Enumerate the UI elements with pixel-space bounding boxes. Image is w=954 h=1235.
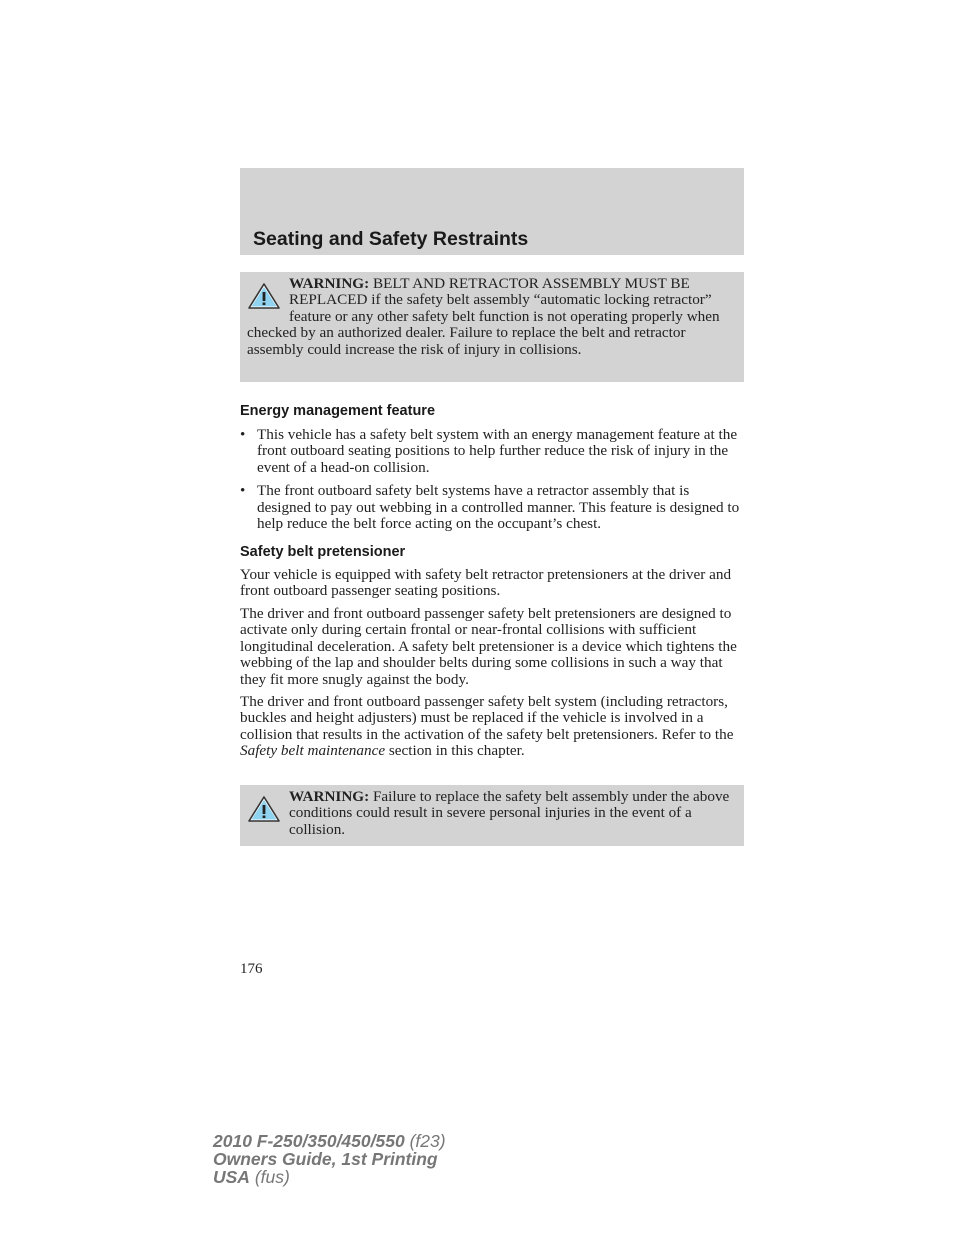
list-item-text: The front outboard safety belt systems have a retractor assembly that is designed to pay out webbing in a controlled manner. This feature is designed to help reduce the belt force acting on the occupant’s chest. [257,482,740,533]
warning-box-pretensioner [240,785,744,846]
pretensioner-paragraph-2: The driver and front outboard passenger safety belt pretensioners are designed to activate only during certain frontal or near-frontal collisions with sufficient longitudinal deceleration. A safety belt pretensioner is a device which tightens the webbing of the lap and shoulder belts during some collisions in such a way that they fit more snugly against the body. [240,605,737,688]
list-item [240,483,744,532]
list-item-text: This vehicle has a safety belt system with an energy management feature at the front outboard seating positions to help further reduce the risk of injury in the event of a head-on collision. [257,426,738,476]
footer-model-code: (f23) [404,1131,446,1151]
document-footer [213,1132,446,1186]
energy-management-heading: Energy management feature [240,403,436,419]
footer-region-code: (fus) [249,1167,290,1187]
footer-line-region [213,1168,446,1186]
bullet-icon: • [240,426,246,443]
paragraph-text: section in this chapter. [385,742,525,760]
warning-triangle-icon [247,795,281,823]
bullet-icon: • [240,482,246,500]
pretensioner-heading: Safety belt pretensioner [240,544,406,560]
footer-line-edition: Owners Guide, 1st Printing [213,1149,438,1169]
footer-line-model [213,1132,446,1150]
pretensioner-paragraph-3 [240,694,740,760]
warning-label: WARNING: [289,788,370,805]
maintenance-reference: Safety belt maintenance [240,742,386,760]
page-number: 176 [240,961,263,977]
warning-label: WARNING: [289,275,370,292]
warning-box-belt-replacement [240,272,744,382]
energy-management-list [240,427,744,532]
section-title: Seating and Safety Restraints [253,228,529,250]
warning-triangle-icon [247,282,281,310]
list-item [240,427,744,476]
footer-model: 2010 F-250/350/450/550 [213,1131,405,1151]
footer-region: USA [213,1167,250,1187]
warning-text: BELT AND RETRACTOR ASSEMBLY MUST BE REPLACED if the safety belt assembly “automatic locking retractor” feature or any other safety belt function is not operating properly when checked by an authorized dealer. Failure to replace the belt and retractor assembly could increase the risk of injury in collisions. [247,275,720,358]
pretensioner-paragraph-1: Your vehicle is equipped with safety belt retractor pretensioners at the driver and front outboard passenger seating positions. [240,566,732,600]
paragraph-text: The driver and front outboard passenger safety belt system (including retractors, buckles and height adjusters) must be replaced if the vehicle is involved in a collision that results in the activation of the safety belt pretensioners. Refer to the [240,693,734,743]
warning-text: Failure to replace the safety belt assembly under the above conditions could result in severe personal injuries in the event of a collision. [289,788,730,838]
section-header-band [240,168,744,255]
